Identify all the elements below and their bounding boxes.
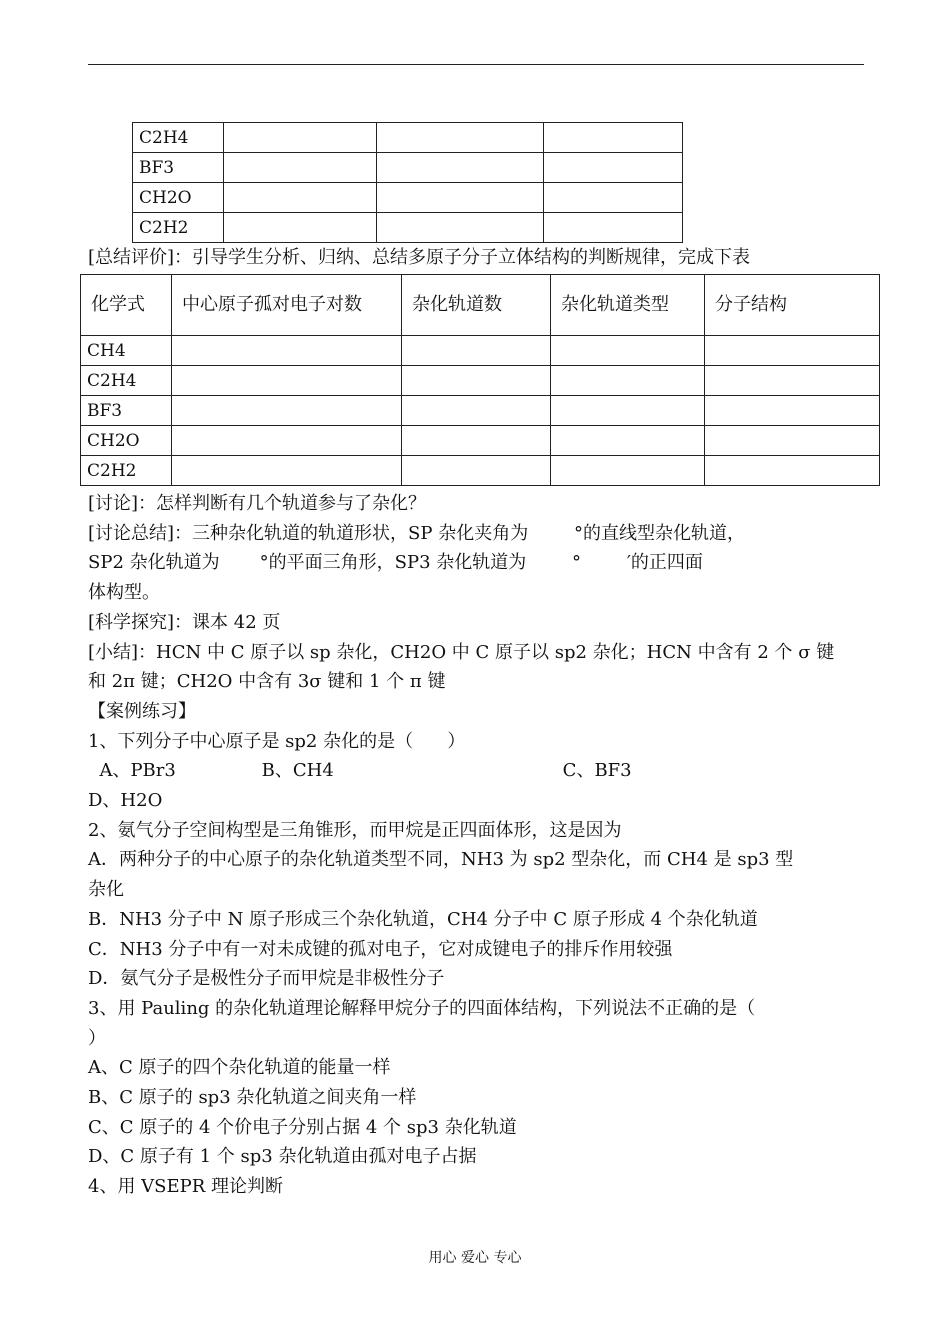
text-line: D、H2O [88,790,163,811]
table-cell: CH2O [81,426,172,456]
table-cell [172,366,402,396]
table-cell [544,183,683,213]
table-header-cell: 分子结构 [705,275,880,336]
text-line: A、C 原子的四个杂化轨道的能量一样 [88,1057,391,1079]
table-cell [551,396,705,426]
table-cell [402,456,551,486]
text-line: A、PBr3 B、CH4 C、BF3 [88,760,632,782]
table-cell [377,153,544,183]
text-line: [讨论]：怎样判断有几个轨道参与了杂化？ [88,493,427,514]
table-row [133,153,683,183]
table-cell [172,396,402,426]
table-header-cell: 化学式 [81,275,172,336]
table-cell [224,213,377,243]
text-line: D、C 原子有 1 个 sp3 杂化轨道由孤对电子占据 [88,1146,477,1168]
table-row [81,396,880,426]
table-cell: BF3 [81,396,172,426]
table-row [81,456,880,486]
text-line: [讨论总结]：三种杂化轨道的轨道形状，SP 杂化夹角为 °的直线型杂化轨道， [88,522,745,544]
table-cell [551,426,705,456]
text-line: [小结]：HCN 中 C 原子以 sp 杂化，CH2O 中 C 原子以 sp2 杂化；HCN 中含有 2 个 σ 键 [88,641,835,663]
header-rule [88,64,864,65]
text-line: 4、用 VSEPR 理论判断 [88,1176,284,1198]
text-line: 和 2π 键；CH2O 中含有 3σ 键和 1 个 π 键 [88,671,446,693]
text-line: A．两种分子的中心原子的杂化轨道类型不同，NH3 为 sp2 型杂化，而 CH4 是 sp3 型 [88,849,794,871]
text-line: 【案例练习】 [88,700,196,722]
text-line: B．NH3 分子中 N 原子形成三个杂化轨道，CH4 分子中 C 原子形成 4 个杂化轨道 [88,908,758,930]
text-line: B、C 原子的 sp3 杂化轨道之间夹角一样 [88,1087,417,1108]
table-row [133,183,683,213]
table-cell [402,396,551,426]
table-header-cell: 中心原子孤对电子对数 [172,275,402,336]
table-cell [224,123,377,153]
table-cell [402,426,551,456]
table-cell [172,336,402,366]
text-line: 杂化 [88,879,124,901]
table-row [133,213,683,243]
table-cell [402,336,551,366]
table-cell: BF3 [133,153,224,183]
table-cell [172,426,402,456]
hybrid-summary-table [80,274,880,486]
table-header-row [81,275,880,336]
text-line: C．NH3 分子中有一对未成键的孤对电子，它对成键电子的排斥作用较强 [88,938,673,960]
text-line: [科学探究]：课本 42 页 [88,611,281,633]
text-line: ） [88,1027,106,1049]
table-cell [377,123,544,153]
table-row [133,123,683,153]
text-line: 2、氨气分子空间构型是三角锥形，而甲烷是正四面体形，这是因为 [88,819,622,841]
page-footer: 用心 爱心 专心 [428,1250,522,1266]
table-cell [551,366,705,396]
table-cell: CH2O [133,183,224,213]
table-cell: C2H2 [133,213,224,243]
text-line: D．氨气分子是极性分子而甲烷是非极性分子 [88,968,445,990]
table-cell [551,336,705,366]
table-cell [705,336,880,366]
table-cell [402,366,551,396]
table-cell [551,456,705,486]
table-cell [377,213,544,243]
table-row [81,366,880,396]
table-cell [544,153,683,183]
text-line: 3、用 Pauling 的杂化轨道理论解释甲烷分子的四面体结构，下列说法不正确的是（ [88,997,756,1019]
table-row [81,426,880,456]
hybrid-table-top [132,122,683,243]
table-header-cell: 杂化轨道类型 [551,275,705,336]
table-cell [224,153,377,183]
table-cell [705,456,880,486]
text-line: C、C 原子的 4 个价电子分别占据 4 个 sp3 杂化轨道 [88,1116,517,1138]
table-cell: C2H4 [81,366,172,396]
table-cell [544,213,683,243]
table-cell [377,183,544,213]
table-cell [172,456,402,486]
table-cell [705,366,880,396]
summary-line: [总结评价]：引导学生分析、归纳、总结多原子分子立体结构的判断规律，完成下表 [88,247,751,268]
table-cell [544,123,683,153]
table-cell [705,396,880,426]
text-line: 1、下列分子中心原子是 sp2 杂化的是（ ） [88,730,466,752]
table-cell: C2H4 [133,123,224,153]
table-cell [224,183,377,213]
table-row [81,336,880,366]
table-cell: C2H2 [81,456,172,486]
table-cell [705,426,880,456]
text-line: SP2 杂化轨道为 °的平面三角形，SP3 杂化轨道为 ° ′的正四面 [88,552,703,574]
table-cell: CH4 [81,336,172,366]
text-line: 体构型。 [88,582,160,604]
table-header-cell: 杂化轨道数 [402,275,551,336]
